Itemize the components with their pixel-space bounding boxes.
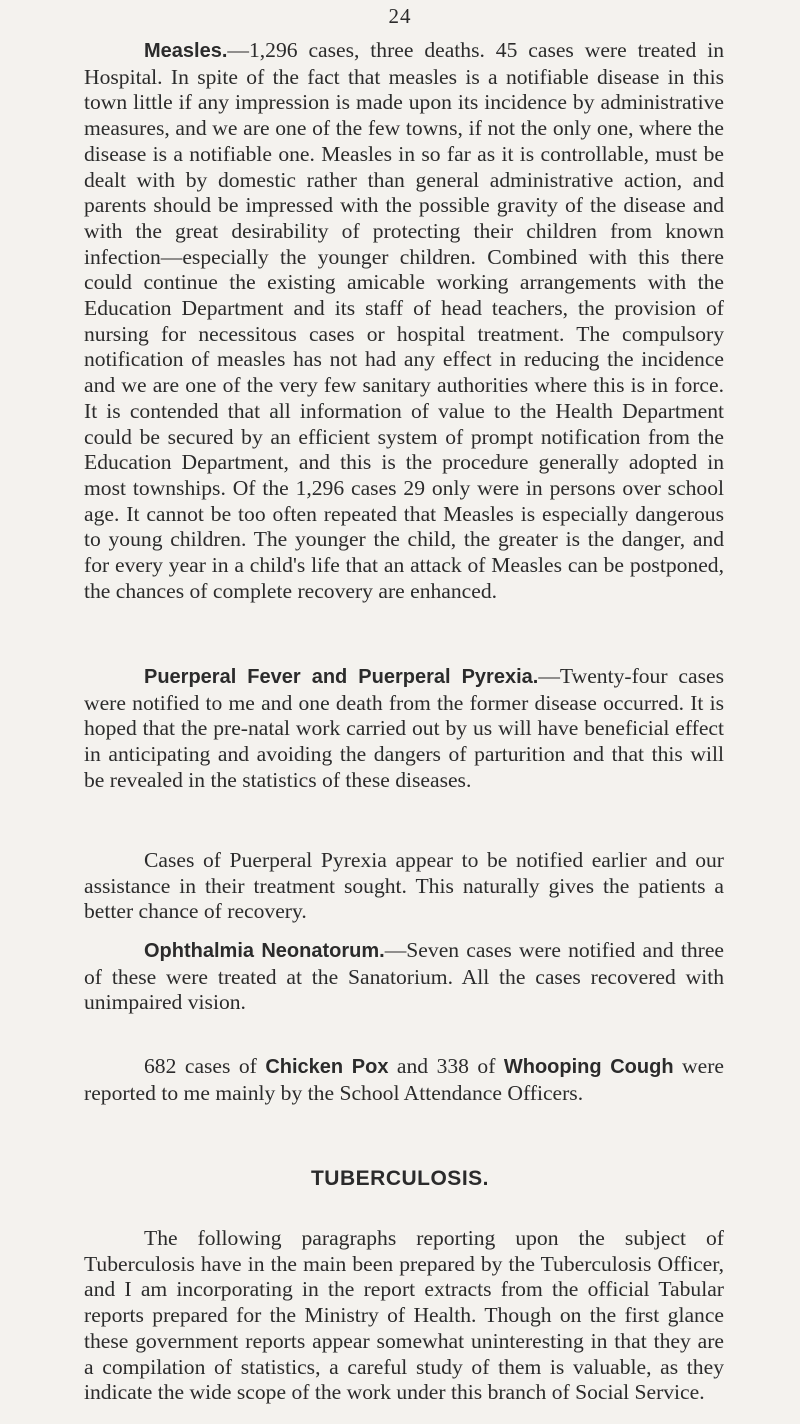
- puerperal-text: —Twenty-four cases were notified to me and one death from the former disease occurred. It is hoped that the pre-natal work carried out by us will have beneficial effect in anticipating and avoiding the dangers of parturition and that this will be revealed in the statistics of these diseases.: [84, 664, 724, 792]
- measles-heading: Measles.: [144, 40, 228, 62]
- pyrexia-paragraph: Cases of Puerperal Pyrexia appear to be notified earlier and our assistance in their treatment sought. This naturally gives the patients a better chance of recovery.: [84, 848, 724, 924]
- measles-paragraph: [84, 38, 724, 604]
- whooping-cough-count: 338: [436, 1054, 469, 1078]
- measles-text: —1,296 cases, three deaths. 45 cases were treated in Hospital. In spite of the fact that measles is a notifiable disease in this town little if any impression is made upon its incidence by administrative measures, and we are one of the few towns, if not the only one, where the disease is a notifiable one. Measles in so far as it is controllable, must be dealt with by domestic rather than general administrative action, and parents should be impressed with the possible gravity of the disease and with the great desirability of protecting their children from known infection—especially the younger children. Combined with this there could continue the existing amicable working arrangements with the Education Department and its staff of head teachers, the provision of nursing for necessitous cases or hospital treatment. The compulsory notification of measles has not had any effect in reducing the incidence and we are one of the very few sanitary authorities where this is in force. It is contended that all information of value to the Health Department could be secured by an efficient system of prompt notification from the Education Department, and this is the procedure generally adopted in most townships. Of the 1,296 cases 29 only were in persons over school age. It cannot be too often repeated that Measles is especially dangerous to young children. The younger the child, the greater is the danger, and for every year in a child's life that an attack of Measles can be postponed, the chances of complete recovery are enhanced.: [84, 38, 724, 603]
- page-number: 24: [388, 4, 412, 28]
- tuberculosis-title: TUBERCULOSIS.: [310, 1167, 489, 1190]
- pox-text-cases: cases of: [176, 1054, 266, 1078]
- ophthalmia-paragraph: [84, 938, 724, 1016]
- pox-cough-paragraph: [84, 1054, 724, 1106]
- whooping-cough-heading: Whooping Cough: [503, 1056, 674, 1078]
- ophthalmia-text: —Seven cases were notified and three of these were treated at the Sanatorium. All the cases recovered with unimpaired vision.: [84, 938, 725, 1015]
- puerperal-heading: Puerperal Fever and Puerperal Pyrexia.: [144, 666, 539, 688]
- chicken-pox-heading: Chicken Pox: [265, 1056, 389, 1078]
- ophthalmia-heading: Ophthalmia Neonatorum.: [144, 940, 385, 962]
- chicken-pox-count: 682: [144, 1054, 177, 1078]
- pox-text-and: and: [388, 1054, 437, 1078]
- puerperal-paragraph: [84, 664, 724, 794]
- pox-cough-text: were reported to me mainly by the School Attendance Officers.: [84, 1054, 724, 1105]
- tuberculosis-paragraph: The following paragraphs reporting upon the subject of Tuberculosis have in the main been prepared by the Tuberculosis Officer, and I am incorporating in the report extracts from the official Tabular reports prepared for the Ministry of Health. Though on the first glance these government reports appear somewhat uninteresting in that they are a compilation of statistics, a careful study of them is valuable, as they indicate the wide scope of the work under this branch of Social Service.: [84, 1226, 724, 1405]
- cough-text-of: of: [468, 1054, 504, 1078]
